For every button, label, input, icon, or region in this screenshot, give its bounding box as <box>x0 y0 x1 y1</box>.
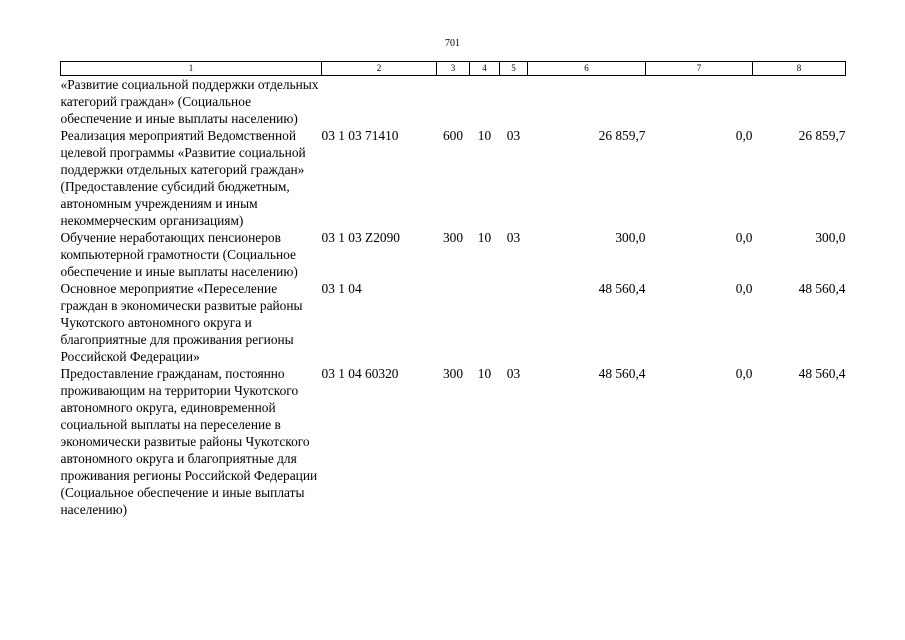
row-vr <box>437 76 470 128</box>
row-vr: 600 <box>442 128 464 143</box>
row-total: 300,0 <box>815 230 846 245</box>
row-sum: 300,0 <box>615 230 646 245</box>
row-description: «Развитие социальной поддержки отдельных категорий граждан» (Социальное обеспечение и иные выплаты населению) <box>60 77 319 126</box>
table-row <box>61 229 846 280</box>
row-total: 26 859,7 <box>798 128 846 143</box>
row-code: 03 1 03 71410 <box>321 128 399 143</box>
row-rz <box>470 76 500 128</box>
row-rz: 10 <box>477 128 492 143</box>
column-header-7: 7 <box>646 62 753 76</box>
column-number-row <box>61 62 846 76</box>
row-pr: 03 <box>506 366 521 381</box>
row-pr: 03 <box>506 230 521 245</box>
row-sum: 48 560,4 <box>598 366 646 381</box>
table-row <box>61 365 846 518</box>
row-description: Основное мероприятие «Переселение граждан в экономически развитые районы Чукотского автономного округа и благоприятные для проживания регионы Российской Федерации» <box>60 281 303 364</box>
table-row <box>61 280 846 365</box>
row-vr: 300 <box>442 366 464 381</box>
column-header-3: 3 <box>437 62 470 76</box>
row-change: 0,0 <box>735 281 753 296</box>
row-sum: 48 560,4 <box>598 281 646 296</box>
column-header-5: 5 <box>500 62 528 76</box>
row-pr: 03 <box>506 128 521 143</box>
row-pr <box>500 280 528 365</box>
row-total <box>753 76 846 128</box>
table-row <box>61 76 846 128</box>
row-description: Реализация мероприятий Ведомственной целевой программы «Развитие социальной поддержки отдельных категорий граждан» (Предоставление субсидий бюджетным, автономным учреждениям и иным некоммерческим организациям) <box>60 128 306 228</box>
row-sum: 26 859,7 <box>598 128 646 143</box>
row-vr <box>437 280 470 365</box>
row-total: 48 560,4 <box>798 366 846 381</box>
page-number: 701 <box>445 38 460 49</box>
row-code: 03 1 04 <box>321 281 362 296</box>
row-total: 48 560,4 <box>798 281 846 296</box>
column-header-8: 8 <box>753 62 846 76</box>
row-rz: 10 <box>477 230 492 245</box>
row-change <box>646 76 753 128</box>
row-sum <box>528 76 646 128</box>
row-code: 03 1 04 60320 <box>321 366 399 381</box>
table-row <box>61 127 846 229</box>
row-vr: 300 <box>442 230 464 245</box>
row-change: 0,0 <box>735 366 753 381</box>
row-description: Предоставление гражданам, постоянно проживающим на территории Чукотского автономного округа, единовременной социальной выплаты на переселение в экономически развитые районы Чукотского автономного округа и благоприятные для проживания регионы Российской Федерации (Социальное обеспечение и иные выплаты населению) <box>60 366 318 517</box>
column-header-1: 1 <box>61 62 322 76</box>
row-code <box>322 76 437 128</box>
row-code: 03 1 03 Z2090 <box>321 230 400 245</box>
row-description: Обучение неработающих пенсионеров компьютерной грамотности (Социальное обеспечение и иные выплаты населению) <box>60 230 298 279</box>
column-header-6: 6 <box>528 62 646 76</box>
budget-table <box>60 61 846 518</box>
column-header-4: 4 <box>470 62 500 76</box>
row-rz <box>470 280 500 365</box>
row-change: 0,0 <box>735 230 753 245</box>
column-header-2: 2 <box>322 62 437 76</box>
row-pr <box>500 76 528 128</box>
row-change: 0,0 <box>735 128 753 143</box>
row-rz: 10 <box>477 366 492 381</box>
